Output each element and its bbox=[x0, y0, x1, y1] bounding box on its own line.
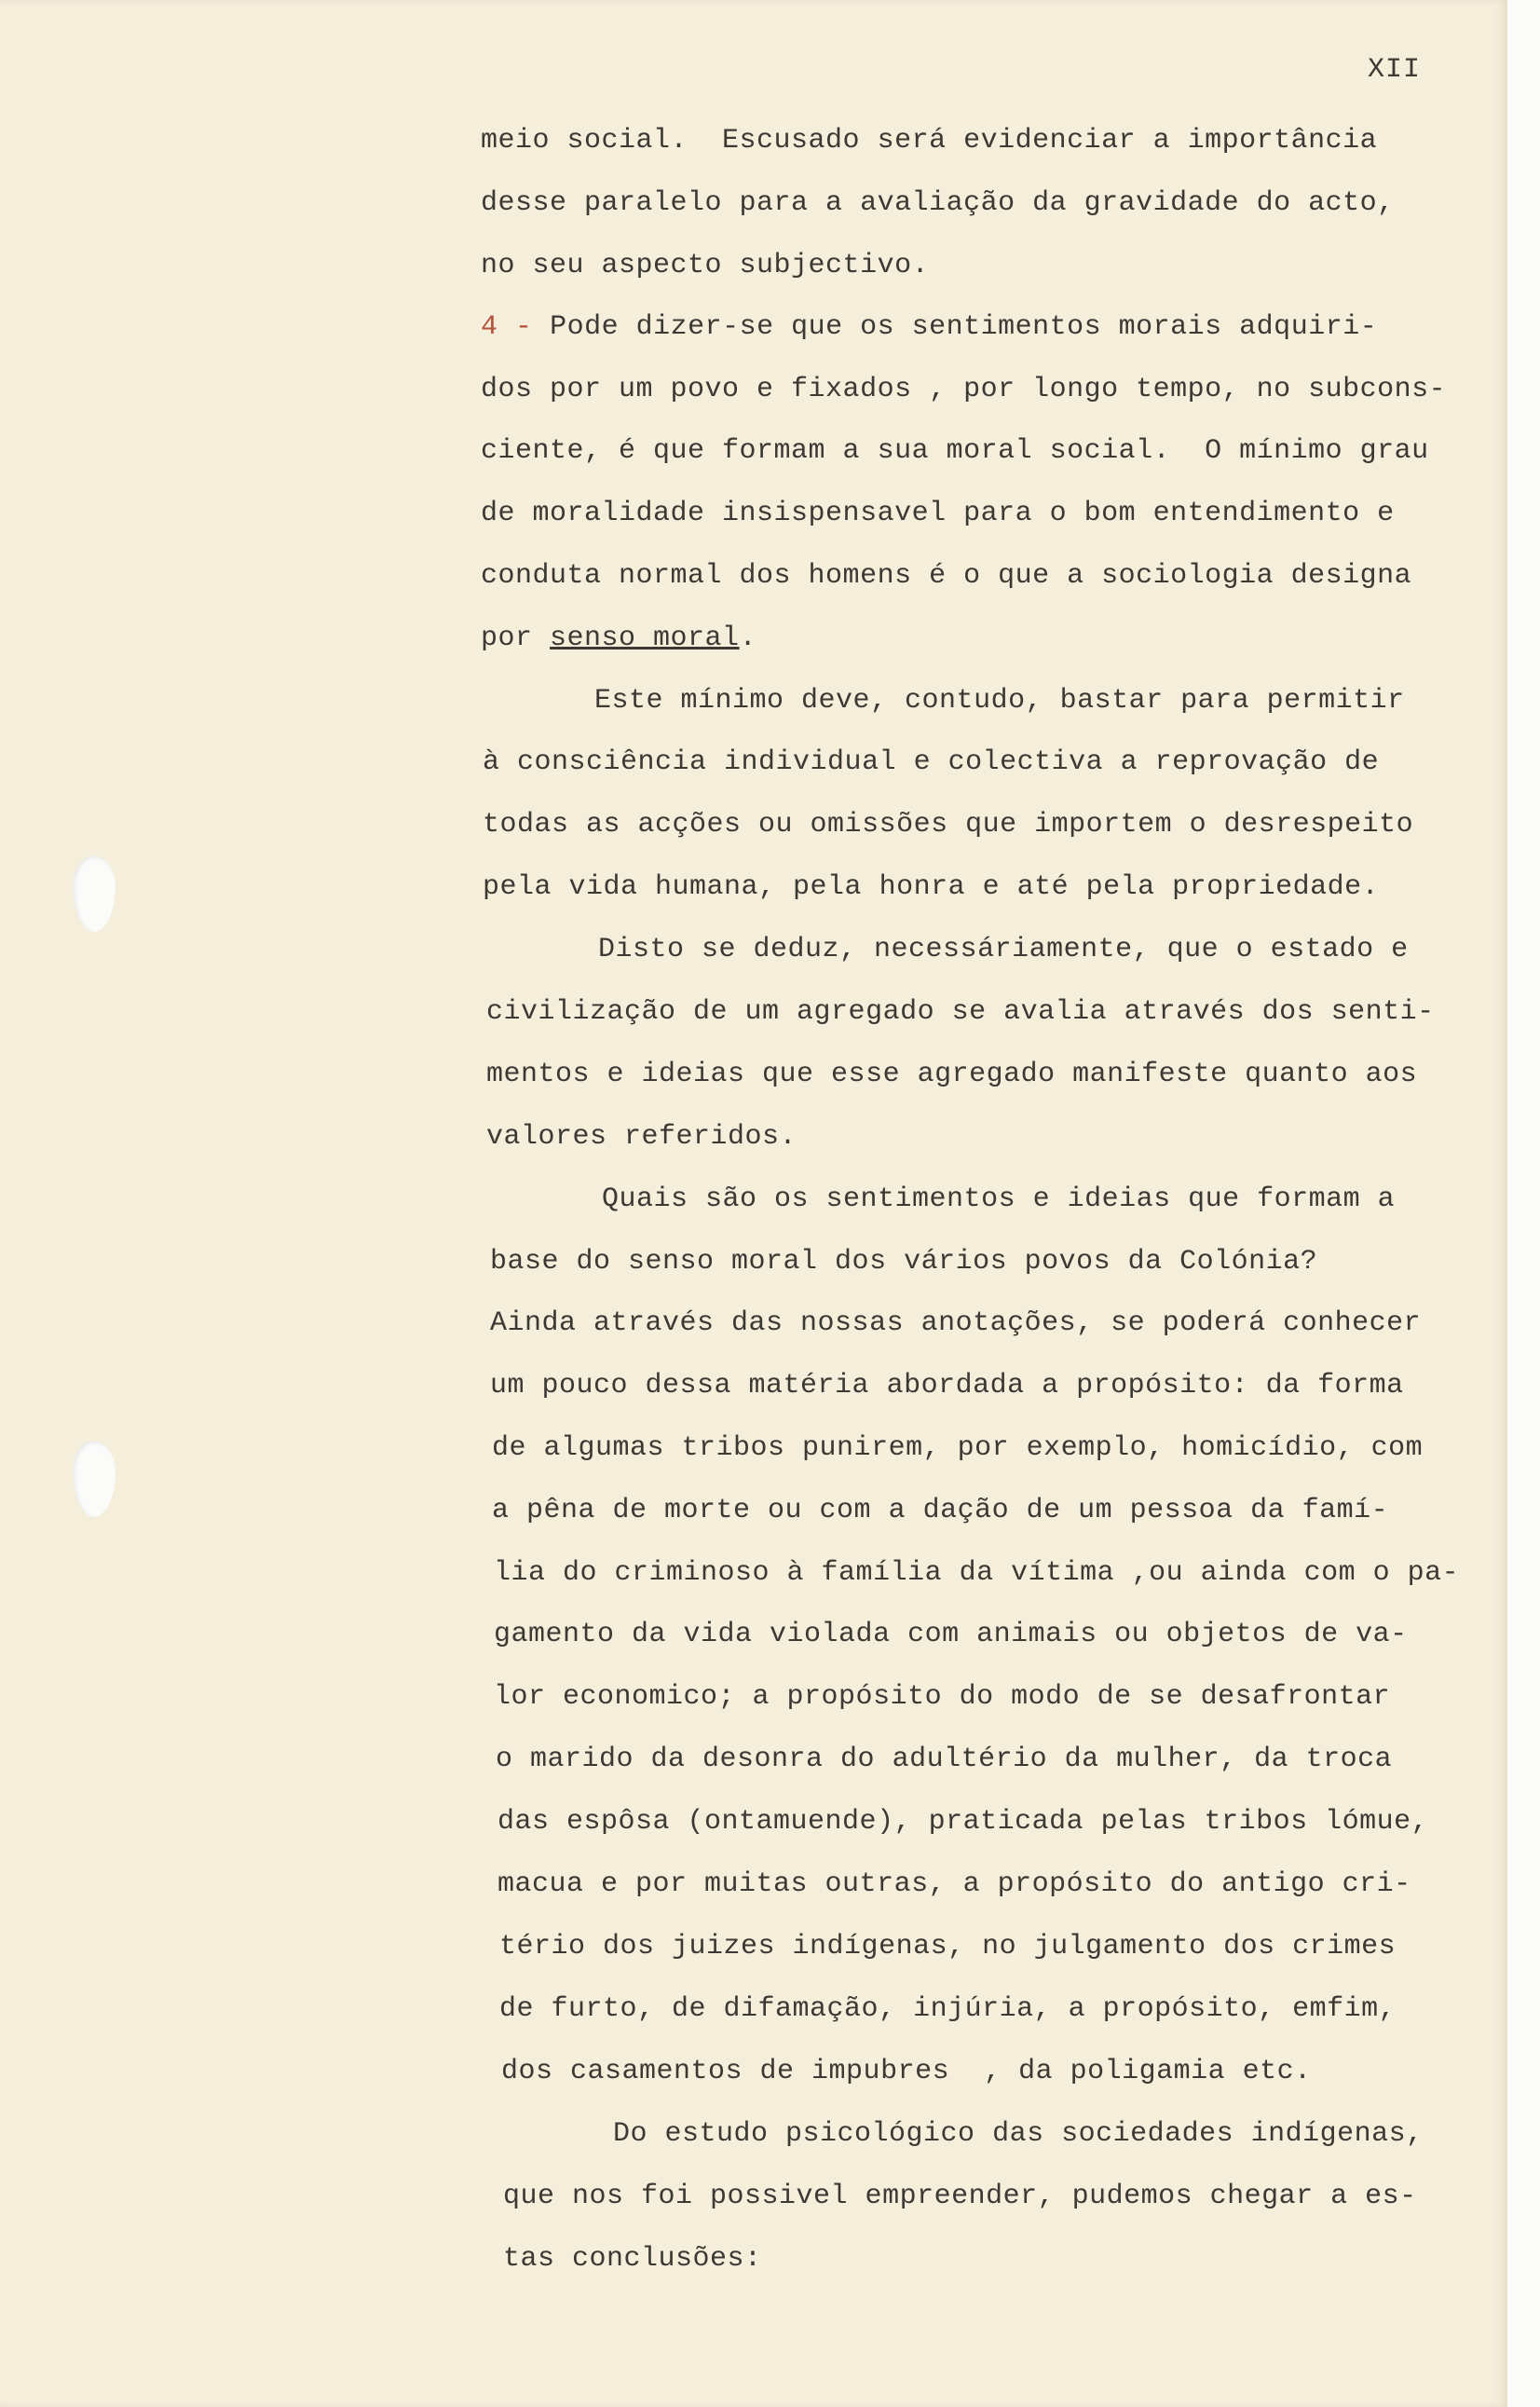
punch-hole-bottom bbox=[73, 1441, 116, 1517]
text-line-4 bbox=[481, 311, 1377, 343]
page-number: XII bbox=[1368, 54, 1422, 86]
text-line-27: o marido da desonra do adultério da mulher, da troca bbox=[496, 1744, 1393, 1775]
text-line-4-body: Pode dizer-se que os sentimentos morais adquiri- bbox=[550, 311, 1378, 343]
text-line-10: Este mínimo deve, contudo, bastar para permitir bbox=[594, 685, 1405, 717]
text-line-24: lia do criminoso à família da vítima ,ou ainda com o pa- bbox=[494, 1557, 1460, 1589]
text-line-1: meio social. Escusado será evidenciar a importância bbox=[481, 125, 1378, 157]
text-line-8: conduta normal dos homens é o que a sociologia designa bbox=[481, 560, 1412, 592]
text-line-29: macua e por muitas outras, a propósito do antigo cri- bbox=[497, 1868, 1411, 1900]
text-line-6: ciente, é que formam a sua moral social. O mínimo grau bbox=[481, 435, 1429, 467]
text-line-35: tas conclusões: bbox=[503, 2243, 762, 2275]
text-line-16: mentos e ideias que esse agregado manifeste quanto aos bbox=[486, 1059, 1418, 1090]
text-line-2: desse paralelo para a avaliação da gravidade do acto, bbox=[481, 187, 1395, 219]
text-line-31: de furto, de difamação, injúria, a propósito, emfim, bbox=[499, 1993, 1397, 2025]
text-line-21: um pouco dessa matéria abordada a propósito: da forma bbox=[490, 1370, 1404, 1402]
text-line-18: Quais são os sentimentos e ideias que formam a bbox=[602, 1183, 1396, 1215]
text-line-14: Disto se deduz, necessáriamente, que o estado e bbox=[598, 934, 1409, 965]
text-line-17: valores referidos. bbox=[486, 1121, 797, 1153]
text-line-34: que nos foi possivel empreender, pudemos chegar a es- bbox=[503, 2181, 1417, 2212]
text-line-25: gamento da vida violada com animais ou objetos de va- bbox=[494, 1619, 1408, 1650]
text-line-9-lead: por bbox=[481, 622, 533, 654]
paper-edge bbox=[1507, 0, 1540, 2407]
underlined-term: senso moral bbox=[550, 622, 740, 654]
text-line-5: dos por um povo e fixados , por longo tempo, no subcons- bbox=[481, 374, 1447, 405]
text-line-11: à consciência individual e colectiva a reprovação de bbox=[483, 746, 1380, 778]
text-line-33: Do estudo psicológico das sociedades indígenas, bbox=[613, 2118, 1424, 2150]
text-line-12: todas as acções ou omissões que importem o desrespeito bbox=[483, 809, 1414, 841]
text-line-28: das espôsa (ontamuende), praticada pelas tribos lómue, bbox=[497, 1806, 1429, 1838]
text-line-13: pela vida humana, pela honra e até pela propriedade. bbox=[483, 871, 1380, 903]
text-line-19: base do senso moral dos vários povos da Colónia? bbox=[490, 1246, 1318, 1278]
text-line-23: a pêna de morte ou com a dação de um pessoa da famí- bbox=[492, 1495, 1389, 1526]
punch-hole-top bbox=[73, 855, 116, 932]
text-line-7: de moralidade insispensavel para o bom entendimento e bbox=[481, 498, 1395, 529]
text-line-32: dos casamentos de impubres , da poligamia etc. bbox=[501, 2056, 1312, 2087]
text-line-9 bbox=[481, 622, 756, 654]
text-line-3: no seu aspecto subjectivo. bbox=[481, 250, 930, 281]
section-number: 4 bbox=[481, 311, 498, 343]
text-line-26: lor economico; a propósito do modo de se desafrontar bbox=[494, 1681, 1391, 1713]
text-line-15: civilização de um agregado se avalia através dos senti- bbox=[486, 996, 1435, 1028]
text-line-20: Ainda através das nossas anotações, se poderá conhecer bbox=[490, 1307, 1422, 1339]
section-dash: - bbox=[515, 311, 533, 343]
text-line-30: tério dos juizes indígenas, no julgamento dos crimes bbox=[499, 1931, 1397, 1963]
text-line-9-period: . bbox=[739, 622, 757, 654]
text-line-22: de algumas tribos punirem, por exemplo, homicídio, com bbox=[492, 1432, 1424, 1464]
